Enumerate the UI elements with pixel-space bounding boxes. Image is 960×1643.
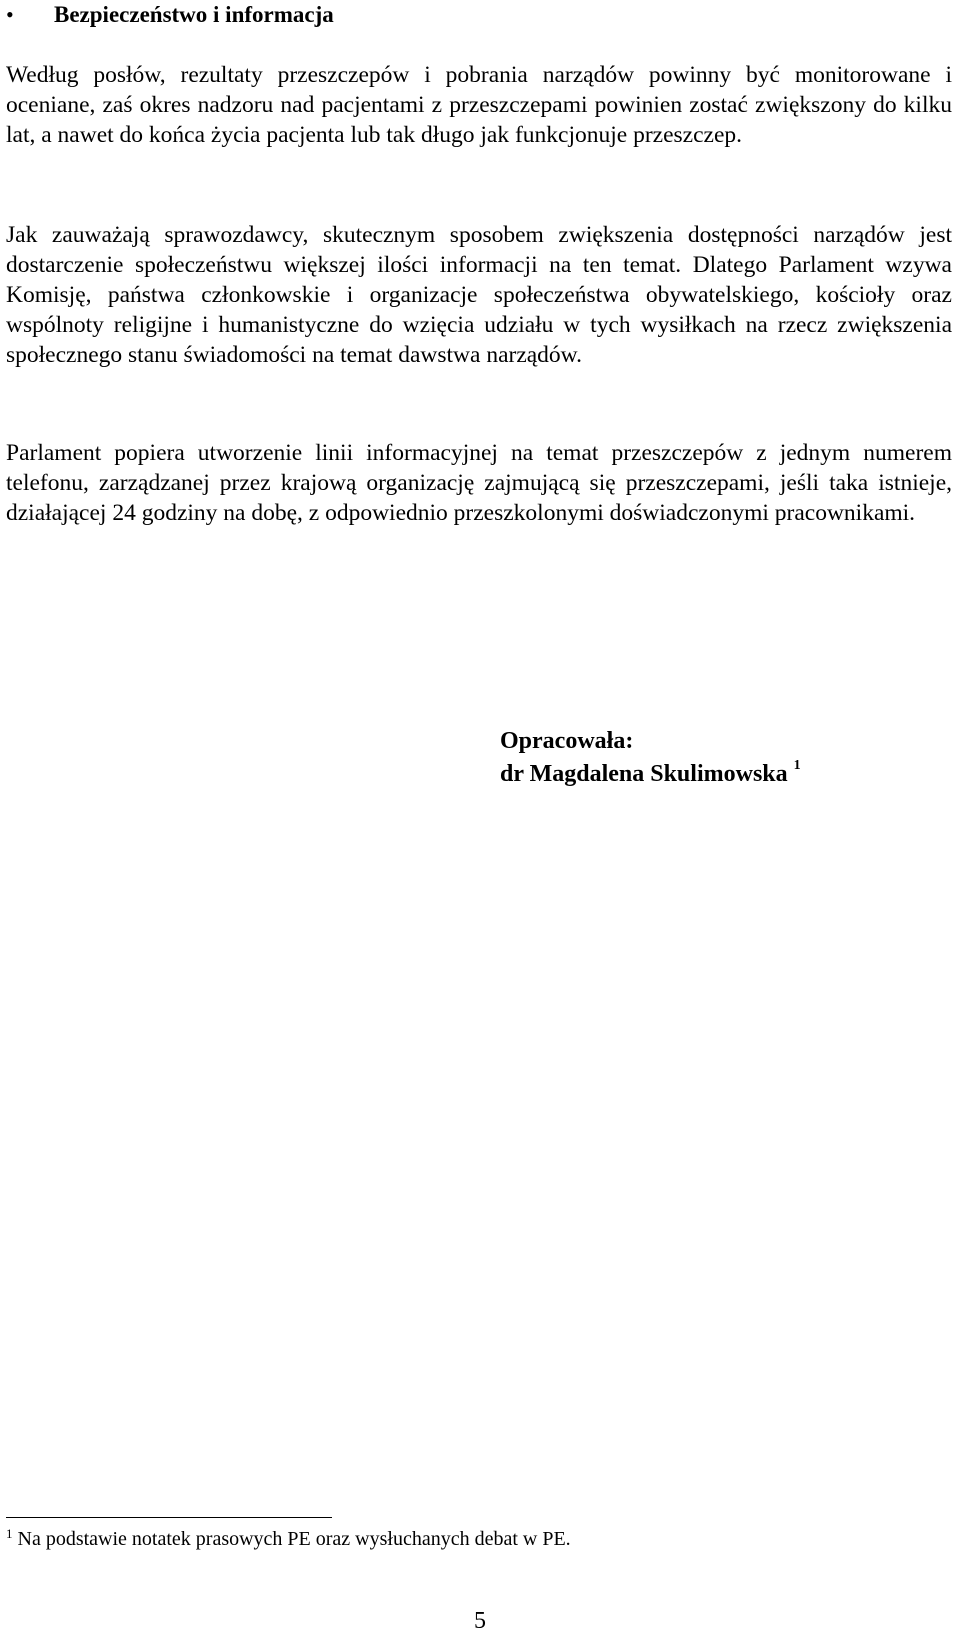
author-label: Opracowała:: [500, 728, 634, 754]
section-heading-row: [6, 0, 334, 30]
paragraph-information: Jak zauważają sprawozdawcy, skutecznym sposobem zwiększenia dostępności narządów jest dostarczenie społeczeństwu większej ilości informacji na ten temat. Dlatego Parlament wzywa Komisję, państwa członkowskie i organizacje społeczeństwa obywatelskiego, kościoły oraz wspólnoty religijne i humanistyczne do wzięcia udziału w tych wysiłkach na rzecz zwiększenia społecznego stanu świadomości na temat dawstwa narządów.: [6, 222, 952, 368]
footnote-separator: [6, 1517, 332, 1518]
author-name-line: [500, 758, 801, 791]
page-number: 5: [474, 1608, 486, 1634]
paragraph-hotline: Parlament popiera utworzenie linii informacyjnej na temat przeszczepów z jednym numerem telefonu, zarządzanej przez krajową organizację zajmującą się przeszczepami, jeśli taka istnieje, działającej 24 godziny na dobę, z odpowiednio przeszkolonymi doświadczonymi pracownikami.: [6, 440, 952, 526]
footnote-marker: 1: [6, 1526, 13, 1541]
bullet-icon: •: [6, 2, 14, 27]
footnote-reference: 1: [793, 758, 801, 773]
footnote-text: Na podstawie notatek prasowych PE oraz wysłuchanych debat w PE.: [17, 1528, 571, 1550]
author-name: dr Magdalena Skulimowska: [500, 761, 788, 787]
author-block: [500, 725, 801, 791]
section-heading: Bezpieczeństwo i informacja: [54, 2, 334, 27]
paragraph-monitoring: Według posłów, rezultaty przeszczepów i pobrania narządów powinny być monitorowane i oceniane, zaś okres nadzoru nad pacjentami z przeszczepami powinien zostać zwiększony do kilku lat, a nawet do końca życia pacjenta lub tak długo jak funkcjonuje przeszczep.: [6, 62, 952, 148]
footnote: [6, 1527, 571, 1551]
